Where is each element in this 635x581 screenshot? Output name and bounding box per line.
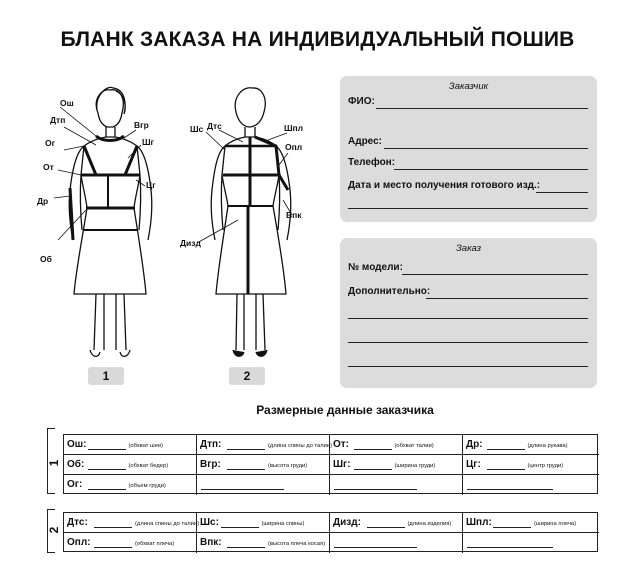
model-number-label: № модели: bbox=[348, 262, 403, 273]
measurement-value-field[interactable] bbox=[227, 547, 265, 548]
measurement-value-field[interactable] bbox=[88, 489, 126, 490]
measurement-blank-field[interactable] bbox=[334, 547, 417, 548]
measurement-label: Ог: bbox=[67, 479, 83, 490]
measurement-label: Впк: bbox=[200, 537, 222, 548]
measurement-note: (обхват бедер) bbox=[128, 463, 169, 469]
measurement-label: Цг: bbox=[466, 459, 481, 470]
measurement-note: (ширина груди) bbox=[394, 463, 436, 469]
figure-2-number: 2 bbox=[229, 367, 265, 385]
measurement-label: Опл: bbox=[67, 537, 91, 548]
measurement-cell bbox=[463, 533, 599, 553]
measurement-note: (ширина спины) bbox=[261, 521, 305, 527]
order-panel bbox=[340, 238, 597, 388]
customer-panel-title: Заказчик bbox=[448, 81, 489, 92]
fio-label: ФИО: bbox=[348, 96, 375, 107]
measurement-note: (высота плеча косая) bbox=[268, 541, 326, 547]
label-dizd: Дизд bbox=[180, 238, 201, 248]
measurement-value-field[interactable] bbox=[227, 469, 265, 470]
measurement-cell bbox=[197, 475, 330, 495]
measurement-cell bbox=[64, 435, 197, 455]
measurement-note: (обхват талии) bbox=[394, 443, 434, 449]
measurement-cell bbox=[197, 533, 330, 553]
measurement-cell bbox=[463, 435, 599, 455]
measurement-note: (высота груди) bbox=[268, 463, 308, 469]
fio-field[interactable] bbox=[376, 108, 588, 109]
address-field[interactable] bbox=[384, 148, 588, 149]
measurement-note: (длина спины до талии) bbox=[135, 521, 200, 527]
measurement-value-field[interactable] bbox=[493, 527, 531, 528]
measurements-grid-2 bbox=[63, 512, 598, 552]
measurement-cell bbox=[64, 513, 200, 533]
measurement-label: Шпл: bbox=[466, 517, 492, 528]
measurement-value-field[interactable] bbox=[94, 527, 132, 528]
measurement-label: Об: bbox=[67, 459, 85, 470]
label-shpl: Шпл bbox=[284, 123, 304, 133]
measurement-label: От: bbox=[333, 439, 350, 450]
additional-line-2[interactable] bbox=[348, 318, 588, 319]
measurement-value-field[interactable] bbox=[227, 449, 265, 450]
measurement-cell bbox=[64, 475, 197, 495]
measurement-cell bbox=[330, 513, 463, 533]
measurement-blank-field[interactable] bbox=[201, 489, 284, 490]
label-dtp: Дтп bbox=[50, 115, 66, 125]
additional-field[interactable] bbox=[426, 298, 588, 299]
measurement-label: Шс: bbox=[200, 517, 219, 528]
label-shs: Шс bbox=[190, 124, 204, 134]
measurement-note: (объем груди) bbox=[128, 483, 166, 489]
dress-figures-drawing bbox=[0, 80, 330, 390]
measurement-value-field[interactable] bbox=[94, 547, 132, 548]
measurement-cell bbox=[197, 435, 333, 455]
measurement-cell bbox=[64, 455, 197, 475]
label-ob: Об bbox=[40, 254, 52, 264]
measurement-label: Др: bbox=[466, 439, 483, 450]
measurement-note: (длина изделия) bbox=[407, 521, 452, 527]
measurement-cell bbox=[197, 513, 330, 533]
measurement-blank-field[interactable] bbox=[334, 489, 417, 490]
measurement-value-field[interactable] bbox=[88, 469, 126, 470]
figure-1-number: 1 bbox=[88, 367, 124, 385]
page-title: БЛАНК ЗАКАЗА НА ИНДИВИДУАЛЬНЫЙ ПОШИВ bbox=[60, 28, 575, 51]
measurement-cell bbox=[330, 435, 463, 455]
measurement-cell bbox=[463, 475, 599, 495]
measurement-value-field[interactable] bbox=[487, 469, 525, 470]
measurement-value-field[interactable] bbox=[354, 449, 392, 450]
label-ot: От bbox=[43, 162, 54, 172]
measurement-label: Дтс: bbox=[67, 517, 88, 528]
measurement-note: (обхват шеи) bbox=[128, 443, 164, 449]
measurement-value-field[interactable] bbox=[221, 527, 259, 528]
phone-label: Телефон: bbox=[348, 157, 396, 168]
measurement-value-field[interactable] bbox=[487, 449, 525, 450]
label-tsg: Цг bbox=[146, 180, 156, 190]
measurement-label: Вгр: bbox=[200, 459, 221, 470]
date-place-label: Дата и место получения готового изд.: bbox=[348, 180, 541, 191]
measurement-label: Дтп: bbox=[200, 439, 222, 450]
label-dts: Дтс bbox=[207, 121, 222, 131]
measurement-value-field[interactable] bbox=[367, 527, 405, 528]
additional-line-3[interactable] bbox=[348, 342, 588, 343]
measurements-grid-1 bbox=[63, 434, 598, 494]
date-place-field-2[interactable] bbox=[348, 208, 588, 209]
date-place-field[interactable] bbox=[536, 192, 588, 193]
label-og: Ог bbox=[45, 138, 56, 148]
measurement-cell bbox=[330, 533, 463, 553]
measurement-label: Ош: bbox=[67, 439, 87, 450]
measurement-cell bbox=[463, 513, 599, 533]
measurement-blank-field[interactable] bbox=[467, 547, 553, 548]
measurement-cell bbox=[463, 455, 599, 475]
measurement-value-field[interactable] bbox=[354, 469, 392, 470]
measurements-title: Размерные данные заказчика bbox=[256, 403, 434, 417]
measurement-note: (центр груди) bbox=[527, 463, 564, 469]
measurement-note: (ширина плеча) bbox=[534, 521, 577, 527]
measurement-cell bbox=[197, 455, 330, 475]
label-shg: Шг bbox=[142, 137, 155, 147]
customer-panel bbox=[340, 76, 597, 222]
phone-field[interactable] bbox=[394, 169, 588, 170]
additional-label: Дополнительно: bbox=[348, 286, 431, 297]
measurement-note: (обхват плеча) bbox=[135, 541, 175, 547]
label-dr: Др bbox=[37, 196, 49, 206]
measurement-note: (длина рукава) bbox=[527, 443, 568, 449]
label-opl: Опл bbox=[285, 142, 303, 152]
measurement-label: Дизд: bbox=[333, 517, 361, 528]
measurement-note: (длина спины до талии) bbox=[268, 443, 333, 449]
measurement-blank-field[interactable] bbox=[467, 489, 553, 490]
measurement-cell bbox=[64, 533, 197, 553]
group-1-number: 1 bbox=[47, 459, 61, 467]
measurement-label: Шг: bbox=[333, 459, 351, 470]
additional-line-4[interactable] bbox=[348, 366, 588, 367]
figure-illustrations bbox=[0, 80, 330, 390]
measurement-value-field[interactable] bbox=[88, 449, 126, 450]
measurement-cell bbox=[330, 475, 463, 495]
label-osh: Ош bbox=[60, 98, 74, 108]
label-vpk: Впк bbox=[286, 210, 302, 220]
group-2-number: 2 bbox=[47, 526, 61, 534]
address-label: Адрес: bbox=[348, 136, 382, 147]
order-panel-title: Заказ bbox=[455, 243, 482, 254]
label-vgr: Вгр bbox=[134, 120, 149, 130]
measurement-cell bbox=[330, 455, 463, 475]
model-number-field[interactable] bbox=[402, 274, 588, 275]
